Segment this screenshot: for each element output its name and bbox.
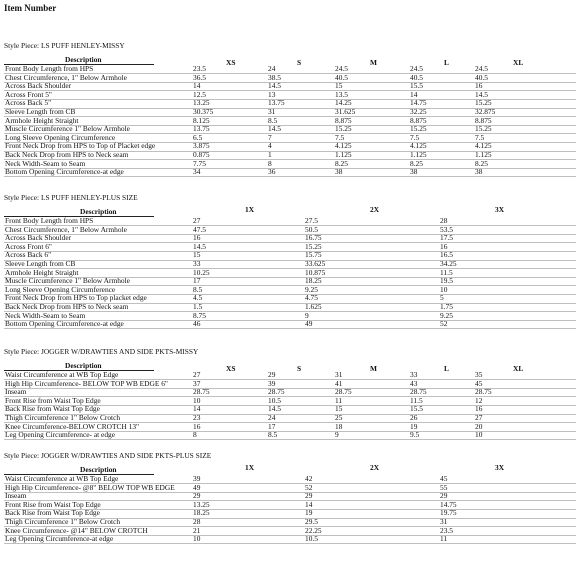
measurement-value: 55 — [440, 482, 448, 492]
measurement-value: 32.25 — [410, 107, 427, 116]
measurement-value: 14.5 — [193, 241, 206, 251]
measurement-value: 14.75 — [410, 98, 427, 108]
measurement-value: 16.75 — [305, 233, 322, 243]
measurement-value: 15.5 — [410, 404, 423, 414]
measurement-value: 1.625 — [305, 302, 322, 311]
measurement-description: Sleeve Length from CB — [5, 107, 76, 116]
measurement-value: 8.125 — [193, 115, 210, 125]
document-title: Item Number — [4, 3, 57, 13]
measurement-value: 1.125 — [335, 150, 352, 159]
measurement-value: 9 — [335, 430, 339, 440]
measurement-value: 16 — [475, 404, 483, 414]
measurement-value: 14.5 — [268, 404, 281, 414]
measurement-value: 19.75 — [440, 508, 457, 518]
measurement-description: Front Rise from Waist Top Edge — [5, 499, 101, 509]
measurement-value: 10.5 — [305, 534, 318, 544]
measurement-value: 15.25 — [475, 124, 492, 134]
measurement-value: 37 — [193, 378, 201, 388]
size-header: XS — [226, 364, 236, 373]
measurement-value: 8.5 — [268, 115, 278, 125]
measurement-description: Front Neck Drop from HPS to Top of Placket edge — [5, 141, 156, 151]
size-header: XL — [513, 364, 524, 373]
measurement-value: 30.375 — [193, 107, 214, 116]
measurement-value: 14.5 — [268, 81, 281, 91]
measurement-value: 15.25 — [475, 98, 492, 108]
measurement-value: 13.5 — [335, 89, 348, 99]
measurement-value: 29 — [440, 491, 448, 501]
measurement-description: Front Body Length from HPS — [5, 64, 94, 73]
measurement-value: 50.5 — [305, 224, 318, 234]
measurement-value: 45 — [475, 378, 483, 388]
measurement-description: Muscle Circumference 1" Below Armhole — [5, 124, 130, 134]
measurement-description: Back Neck Drop from HPS to Neck seam — [5, 302, 129, 311]
measurement-value: 16 — [193, 421, 201, 431]
measurement-value: 9 — [305, 310, 309, 320]
measurement-value: 12 — [475, 395, 483, 405]
measurement-value: 28.75 — [335, 387, 352, 397]
measurement-description: Front Neck Drop from HPS to Top placket edge — [5, 293, 147, 303]
measurement-value: 14.75 — [440, 499, 457, 509]
measurement-description: Muscle Circumference 1" Below Armhole — [5, 276, 130, 286]
row-divider — [4, 543, 576, 544]
row-divider — [4, 439, 576, 440]
measurement-description: Front Rise from Waist Top Edge — [5, 395, 101, 405]
measurement-value: 24 — [268, 413, 276, 422]
size-header: 1X — [245, 463, 255, 472]
measurement-value: 35 — [475, 370, 483, 379]
measurement-description: Across Back 6" — [5, 250, 52, 260]
measurement-value: 8.5 — [268, 430, 278, 440]
measurement-description: Bottom Opening Circumference-at edge — [5, 167, 124, 177]
measurement-description: Back Neck Drop from HPS to Neck seam — [5, 150, 129, 159]
measurement-value: 8.25 — [335, 158, 348, 168]
measurement-value: 15.5 — [410, 81, 423, 91]
description-header: Description — [80, 207, 117, 216]
measurement-description: High Hip Circumference- BELOW TOP WB EDGE 6" — [5, 378, 168, 388]
measurement-description: Across Back Shoulder — [5, 81, 72, 91]
measurement-value: 22.25 — [305, 525, 322, 535]
measurement-value: 10 — [193, 534, 201, 544]
measurement-value: 23.5 — [193, 64, 206, 73]
measurement-value: 1.125 — [475, 150, 492, 159]
measurement-description: Back Rise from Waist Top Edge — [5, 404, 100, 414]
measurement-value: 52 — [305, 482, 313, 492]
measurement-value: 41 — [335, 378, 343, 388]
measurement-value: 29 — [193, 491, 201, 501]
measurement-value: 40.5 — [475, 72, 488, 82]
measurement-value: 8 — [193, 430, 197, 440]
measurement-value: 8.875 — [410, 115, 427, 125]
measurement-value: 10 — [440, 284, 448, 294]
measurement-value: 4.125 — [410, 141, 427, 151]
measurement-value: 19.5 — [440, 276, 453, 286]
measurement-description: Neck Width-Seam to Seam — [5, 310, 86, 320]
measurement-value: 13.75 — [193, 124, 210, 134]
measurement-value: 39 — [193, 474, 201, 483]
measurement-value: 38 — [410, 167, 418, 177]
measurement-description: Neck Width-Seam to Seam — [5, 158, 86, 168]
measurement-value: 4.125 — [335, 141, 352, 151]
measurement-description: Long Sleeve Opening Circumference — [5, 132, 116, 142]
measurement-value: 13.25 — [193, 499, 210, 509]
row-divider — [4, 328, 576, 329]
measurement-description: Leg Opening Circumference-at edge — [5, 534, 114, 544]
measurement-value: 10 — [193, 395, 201, 405]
style-piece-label: Style Piece: JOGGER W/DRAWTIES AND SIDE PKTS-MISSY — [4, 347, 199, 356]
measurement-value: 0.875 — [193, 150, 210, 159]
measurement-value: 28 — [440, 216, 448, 225]
measurement-value: 14.5 — [475, 89, 488, 99]
measurement-value: 13 — [268, 89, 276, 99]
measurement-value: 38 — [335, 167, 343, 177]
measurement-description: High Hip Circumference- @8" BELOW TOP WB EDGE — [5, 482, 175, 492]
measurement-value: 53.5 — [440, 224, 453, 234]
measurement-value: 24.5 — [475, 64, 488, 73]
measurement-value: 17 — [268, 421, 276, 431]
measurement-value: 11.5 — [410, 395, 423, 405]
measurement-value: 36.5 — [193, 72, 206, 82]
measurement-value: 31 — [268, 107, 276, 116]
size-header: XS — [226, 58, 236, 67]
measurement-value: 34 — [193, 167, 201, 177]
measurement-value: 19 — [305, 508, 313, 518]
measurement-value: 17 — [193, 276, 201, 286]
measurement-value: 8.875 — [475, 115, 492, 125]
measurement-value: 14 — [193, 404, 201, 414]
size-header: XL — [513, 58, 524, 67]
measurement-description: Leg Opening Circumference- at edge — [5, 430, 115, 440]
description-header: Description — [65, 55, 102, 64]
measurement-description: Knee Circumference-BELOW CROTCH 13" — [5, 421, 140, 431]
measurement-value: 29.5 — [305, 517, 318, 526]
measurement-value: 4.5 — [193, 293, 203, 303]
measurement-value: 8.5 — [193, 284, 203, 294]
measurement-description: Inseam — [5, 491, 27, 501]
measurement-value: 9.25 — [305, 284, 318, 294]
measurement-value: 15 — [335, 81, 343, 91]
measurement-value: 10.25 — [193, 267, 210, 277]
measurement-value: 14 — [193, 81, 201, 91]
size-header: S — [297, 364, 302, 373]
measurement-description: Across Back Shoulder — [5, 233, 72, 243]
measurement-description: Chest Circumference, 1" Below Armhole — [5, 224, 127, 234]
measurement-description: Sleeve Length from CB — [5, 259, 76, 268]
measurement-description: Across Front 6" — [5, 241, 52, 251]
measurement-value: 49 — [305, 319, 313, 329]
measurement-value: 14 — [305, 499, 313, 509]
style-piece-label: Style Piece: JOGGER W/DRAWTIES AND SIDE PKTS-PLUS SIZE — [4, 451, 212, 460]
measurement-value: 43 — [410, 378, 418, 388]
measurement-description: Waist Circumference at WB Top Edge — [5, 370, 119, 379]
measurement-value: 10.875 — [305, 267, 326, 277]
measurement-value: 7.5 — [475, 132, 485, 142]
measurement-value: 16 — [193, 233, 201, 243]
size-header: 3X — [495, 463, 505, 472]
measurement-value: 25 — [335, 413, 343, 422]
measurement-value: 24.5 — [410, 64, 423, 73]
measurement-value: 1.5 — [193, 302, 203, 311]
size-header: M — [370, 364, 377, 373]
measurement-value: 18.25 — [305, 276, 322, 286]
measurement-value: 27 — [193, 216, 201, 225]
measurement-description: Back Rise from Waist Top Edge — [5, 508, 100, 518]
row-divider — [4, 176, 576, 177]
measurement-value: 27 — [475, 413, 483, 422]
measurement-value: 33.625 — [305, 259, 326, 268]
measurement-value: 27 — [193, 370, 201, 379]
measurement-value: 39 — [268, 378, 276, 388]
measurement-value: 27.5 — [305, 216, 318, 225]
measurement-value: 6.5 — [193, 132, 203, 142]
measurement-value: 5 — [440, 293, 444, 303]
measurement-value: 23 — [193, 413, 201, 422]
description-header: Description — [65, 361, 102, 370]
measurement-value: 4.125 — [475, 141, 492, 151]
measurement-value: 17.5 — [440, 233, 453, 243]
measurement-description: Long Sleeve Opening Circumference — [5, 284, 116, 294]
measurement-value: 4.75 — [305, 293, 318, 303]
measurement-value: 7.75 — [193, 158, 206, 168]
measurement-value: 14 — [410, 89, 418, 99]
description-header: Description — [80, 465, 117, 474]
measurement-value: 8.75 — [193, 310, 206, 320]
measurement-value: 15.25 — [305, 241, 322, 251]
measurement-description: Armhole Height Straight — [5, 267, 79, 277]
size-header: L — [444, 58, 449, 67]
size-header: S — [297, 58, 302, 67]
measurement-value: 10 — [475, 430, 483, 440]
measurement-value: 34.25 — [440, 259, 457, 268]
measurement-value: 24 — [268, 64, 276, 73]
measurement-value: 15.25 — [410, 124, 427, 134]
measurement-value: 31 — [440, 517, 448, 526]
measurement-value: 4 — [268, 141, 272, 151]
measurement-value: 49 — [193, 482, 201, 492]
measurement-value: 18 — [335, 421, 343, 431]
measurement-value: 14.5 — [268, 124, 281, 134]
measurement-value: 15.75 — [305, 250, 322, 260]
measurement-value: 28 — [193, 517, 201, 526]
measurement-description: Waist Circumference at WB Top Edge — [5, 474, 119, 483]
measurement-value: 28.75 — [268, 387, 285, 397]
measurement-value: 1.75 — [440, 302, 453, 311]
measurement-value: 15.25 — [335, 124, 352, 134]
measurement-value: 15 — [193, 250, 201, 260]
measurement-value: 13.25 — [193, 98, 210, 108]
measurement-value: 32.875 — [475, 107, 496, 116]
size-header: L — [444, 364, 449, 373]
size-header: 2X — [370, 463, 380, 472]
measurement-value: 9.5 — [410, 430, 420, 440]
measurement-value: 45 — [440, 474, 448, 483]
measurement-value: 1.125 — [410, 150, 427, 159]
measurement-value: 28.75 — [410, 387, 427, 397]
measurement-value: 40.5 — [335, 72, 348, 82]
measurement-description: Front Body Length from HPS — [5, 216, 94, 225]
measurement-value: 11 — [335, 395, 343, 405]
measurement-description: Knee Circumference- @14" BELOW CROTCH — [5, 525, 148, 535]
measurement-value: 3.875 — [193, 141, 210, 151]
measurement-value: 46 — [193, 319, 201, 329]
measurement-value: 26 — [410, 413, 418, 422]
style-piece-label: Style Piece: LS PUFF HENLEY-MISSY — [4, 41, 125, 50]
measurement-value: 8.875 — [335, 115, 352, 125]
measurement-value: 47.5 — [193, 224, 206, 234]
measurement-value: 28.75 — [475, 387, 492, 397]
measurement-value: 28.75 — [193, 387, 210, 397]
measurement-description: Inseam — [5, 387, 27, 397]
measurement-value: 8 — [268, 158, 272, 168]
measurement-value: 20 — [475, 421, 483, 431]
measurement-value: 14.25 — [335, 98, 352, 108]
measurement-description: Across Front 5" — [5, 89, 52, 99]
measurement-value: 33 — [193, 259, 201, 268]
measurement-value: 13.75 — [268, 98, 285, 108]
measurement-description: Thigh Circumference 1" Below Crotch — [5, 413, 121, 422]
measurement-value: 10.5 — [268, 395, 281, 405]
measurement-value: 11.5 — [440, 267, 453, 277]
measurement-value: 31.625 — [335, 107, 356, 116]
size-header: 3X — [495, 205, 505, 214]
measurement-value: 9.25 — [440, 310, 453, 320]
measurement-value: 12.5 — [193, 89, 206, 99]
measurement-value: 23.5 — [440, 525, 453, 535]
measurement-value: 8.25 — [475, 158, 488, 168]
measurement-value: 36 — [268, 167, 276, 177]
measurement-description: Armhole Height Straight — [5, 115, 79, 125]
measurement-value: 33 — [410, 370, 418, 379]
measurement-value: 31 — [335, 370, 343, 379]
measurement-value: 15 — [335, 404, 343, 414]
measurement-description: Thigh Circumference 1" Below Crotch — [5, 517, 121, 526]
measurement-value: 40.5 — [410, 72, 423, 82]
measurement-value: 8.25 — [410, 158, 423, 168]
measurement-value: 42 — [305, 474, 313, 483]
measurement-value: 7.5 — [335, 132, 345, 142]
measurement-value: 38 — [475, 167, 483, 177]
measurement-value: 11 — [440, 534, 448, 544]
measurement-value: 24.5 — [335, 64, 348, 73]
measurement-value: 38.5 — [268, 72, 281, 82]
size-header: 1X — [245, 205, 255, 214]
measurement-value: 19 — [410, 421, 418, 431]
measurement-value: 16 — [440, 241, 448, 251]
measurement-description: Across Back 5" — [5, 98, 52, 108]
measurement-value: 7 — [268, 132, 272, 142]
measurement-value: 52 — [440, 319, 448, 329]
measurement-value: 18.25 — [193, 508, 210, 518]
measurement-description: Chest Circumference, 1" Below Armhole — [5, 72, 127, 82]
measurement-value: 29 — [268, 370, 276, 379]
measurement-value: 16.5 — [440, 250, 453, 260]
measurement-description: Bottom Opening Circumference-at edge — [5, 319, 124, 329]
measurement-value: 21 — [193, 525, 201, 535]
style-piece-label: Style Piece: LS PUFF HENLEY-PLUS SIZE — [4, 193, 138, 202]
size-header: M — [370, 58, 377, 67]
measurement-value: 7.5 — [410, 132, 420, 142]
measurement-value: 16 — [475, 81, 483, 91]
measurement-value: 1 — [268, 150, 272, 159]
size-header: 2X — [370, 205, 380, 214]
measurement-value: 29 — [305, 491, 313, 501]
